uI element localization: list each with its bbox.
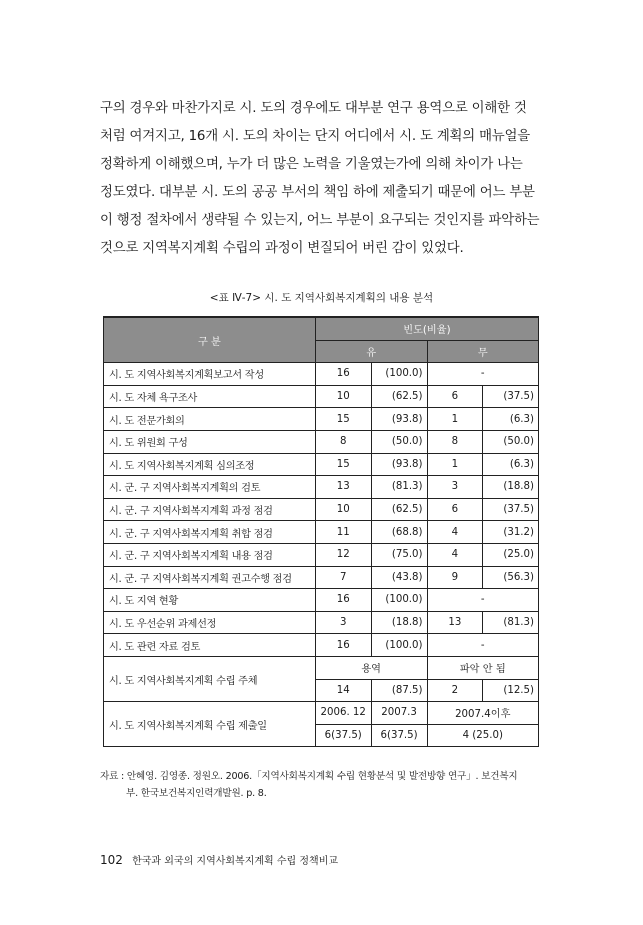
running-title: 한국과 외국의 지역사회복지계획 수립 정책비교 [132, 856, 339, 867]
no-percent: (81.3) [483, 611, 539, 634]
row-label: 시. 도 지역사회복지계획 수립 제출일 [104, 702, 316, 747]
no-count: 3 [427, 476, 483, 499]
row-label: 시. 도 지역사회복지계획 수립 주체 [104, 656, 316, 701]
row-label: 시. 도 자체 욕구조사 [104, 385, 316, 408]
no-count: 6 [427, 498, 483, 521]
header-yes: 유 [315, 340, 427, 363]
no-count: 4 [427, 543, 483, 566]
no-count: 4 [427, 521, 483, 544]
page-number: 102 [100, 853, 123, 867]
table-row [104, 611, 539, 634]
row-label: 시. 군. 구 지역사회복지계획 과정 점검 [104, 498, 316, 521]
subheader-unknown: 파악 안 됨 [427, 656, 538, 679]
table-body [104, 363, 539, 747]
yes-count: 16 [315, 634, 371, 657]
yes-count: 7 [315, 566, 371, 589]
table-row [104, 634, 539, 657]
table-row [104, 589, 539, 612]
subheader-date: 2007.3 [371, 702, 427, 725]
no-value: - [427, 363, 538, 386]
table-row [104, 385, 539, 408]
body-paragraph [100, 95, 545, 263]
paragraph-line: 정도였다. 대부분 시. 도의 공공 부서의 책임 하에 제출되기 때문에 어느 부분 [100, 185, 535, 200]
yes-count: 15 [315, 408, 371, 431]
no-percent: (25.0) [483, 543, 539, 566]
no-percent: (31.2) [483, 521, 539, 544]
yes-percent: (18.8) [371, 611, 427, 634]
table-row [104, 363, 539, 386]
row-label: 시. 도 위원회 구성 [104, 430, 316, 453]
paragraph-line: 구의 경우와 마찬가지로 시. 도의 경우에도 대부분 연구 용역으로 이해한 것 [100, 101, 527, 116]
row-label: 시. 도 지역사회복지계획보고서 작성 [104, 363, 316, 386]
yes-count: 8 [315, 430, 371, 453]
subheader-contract: 용역 [315, 656, 427, 679]
yes-percent: (100.0) [371, 634, 427, 657]
header-category: 구 분 [104, 317, 316, 363]
date-value: 6(37.5) [371, 724, 427, 747]
no-percent: (37.5) [483, 385, 539, 408]
no-count: 9 [427, 566, 483, 589]
yes-count: 16 [315, 363, 371, 386]
table-caption: <표 Ⅳ-7> 시. 도 지역사회복지계획의 내용 분석 [209, 292, 434, 304]
table-row [104, 702, 539, 725]
table-row [104, 521, 539, 544]
date-value: 4 (25.0) [427, 724, 538, 747]
yes-percent: (50.0) [371, 430, 427, 453]
source-line: 자료 : 안혜영. 김영종. 정원오. 2006.「지역사회복지계획 수립 현황분석 및 발전방향 연구」. 보건복지 [100, 771, 518, 782]
yes-percent: (68.8) [371, 521, 427, 544]
yes-percent: (93.8) [371, 408, 427, 431]
table-row [104, 453, 539, 476]
no-count: 1 [427, 453, 483, 476]
no-percent: (50.0) [483, 430, 539, 453]
yes-count: 15 [315, 453, 371, 476]
contract-percent: (87.5) [371, 679, 427, 702]
yes-count: 10 [315, 498, 371, 521]
paragraph-line: 처럼 여겨지고, 16개 시. 도의 차이는 단지 어디에서 시. 도 계획의 매뉴얼을 [100, 129, 531, 144]
table-row [104, 543, 539, 566]
table-row [104, 498, 539, 521]
no-value: - [427, 634, 538, 657]
yes-percent: (100.0) [371, 589, 427, 612]
unknown-count: 2 [427, 679, 483, 702]
no-percent: (37.5) [483, 498, 539, 521]
table-row [104, 408, 539, 431]
subheader-date: 2007.4이후 [427, 702, 538, 725]
table-row [104, 430, 539, 453]
yes-percent: (75.0) [371, 543, 427, 566]
contract-count: 14 [315, 679, 371, 702]
no-percent: (56.3) [483, 566, 539, 589]
source-note [100, 768, 550, 802]
header-frequency: 빈도(비율) [315, 317, 538, 340]
yes-count: 13 [315, 476, 371, 499]
table-row [104, 476, 539, 499]
paragraph-line: 정확하게 이해했으며, 누가 더 많은 노력을 기울였는가에 의해 차이가 나는 [100, 157, 523, 172]
no-percent: (6.3) [483, 408, 539, 431]
no-count: 1 [427, 408, 483, 431]
row-label: 시. 도 전문가회의 [104, 408, 316, 431]
yes-percent: (93.8) [371, 453, 427, 476]
row-label: 시. 도 우선순위 과제선정 [104, 611, 316, 634]
row-label: 시. 군. 구 지역사회복지계획 내용 점검 [104, 543, 316, 566]
no-count: 13 [427, 611, 483, 634]
page-footer [100, 852, 338, 867]
no-value: - [427, 589, 538, 612]
table-row [104, 656, 539, 679]
row-label: 시. 군. 구 지역사회복지계획 취합 점검 [104, 521, 316, 544]
yes-count: 11 [315, 521, 371, 544]
yes-count: 16 [315, 589, 371, 612]
row-label: 시. 도 관련 자료 검토 [104, 634, 316, 657]
header-no: 무 [427, 340, 538, 363]
no-percent: (6.3) [483, 453, 539, 476]
paragraph-line: 이 행정 절차에서 생략될 수 있는지, 어느 부분이 요구되는 것인지를 파악하는 [100, 213, 540, 228]
yes-percent: (62.5) [371, 385, 427, 408]
paragraph-line: 것으로 지역복지계획 수립의 과정이 변질되어 버린 감이 있었다. [100, 241, 464, 256]
yes-percent: (100.0) [371, 363, 427, 386]
source-line: 부. 한국보건복지인력개발원. p. 8. [126, 788, 267, 799]
row-label: 시. 도 지역 현황 [104, 589, 316, 612]
yes-count: 10 [315, 385, 371, 408]
date-value: 6(37.5) [315, 724, 371, 747]
content-analysis-table [103, 316, 539, 747]
row-label: 시. 도 지역사회복지계획 심의조정 [104, 453, 316, 476]
no-count: 6 [427, 385, 483, 408]
table-row [104, 566, 539, 589]
row-label: 시. 군. 구 지역사회복지계획 권고수행 점검 [104, 566, 316, 589]
yes-count: 3 [315, 611, 371, 634]
subheader-date: 2006. 12 [315, 702, 371, 725]
yes-percent: (62.5) [371, 498, 427, 521]
yes-percent: (43.8) [371, 566, 427, 589]
no-count: 8 [427, 430, 483, 453]
row-label: 시. 군. 구 지역사회복지계획의 검토 [104, 476, 316, 499]
no-percent: (18.8) [483, 476, 539, 499]
unknown-percent: (12.5) [483, 679, 539, 702]
yes-count: 12 [315, 543, 371, 566]
yes-percent: (81.3) [371, 476, 427, 499]
